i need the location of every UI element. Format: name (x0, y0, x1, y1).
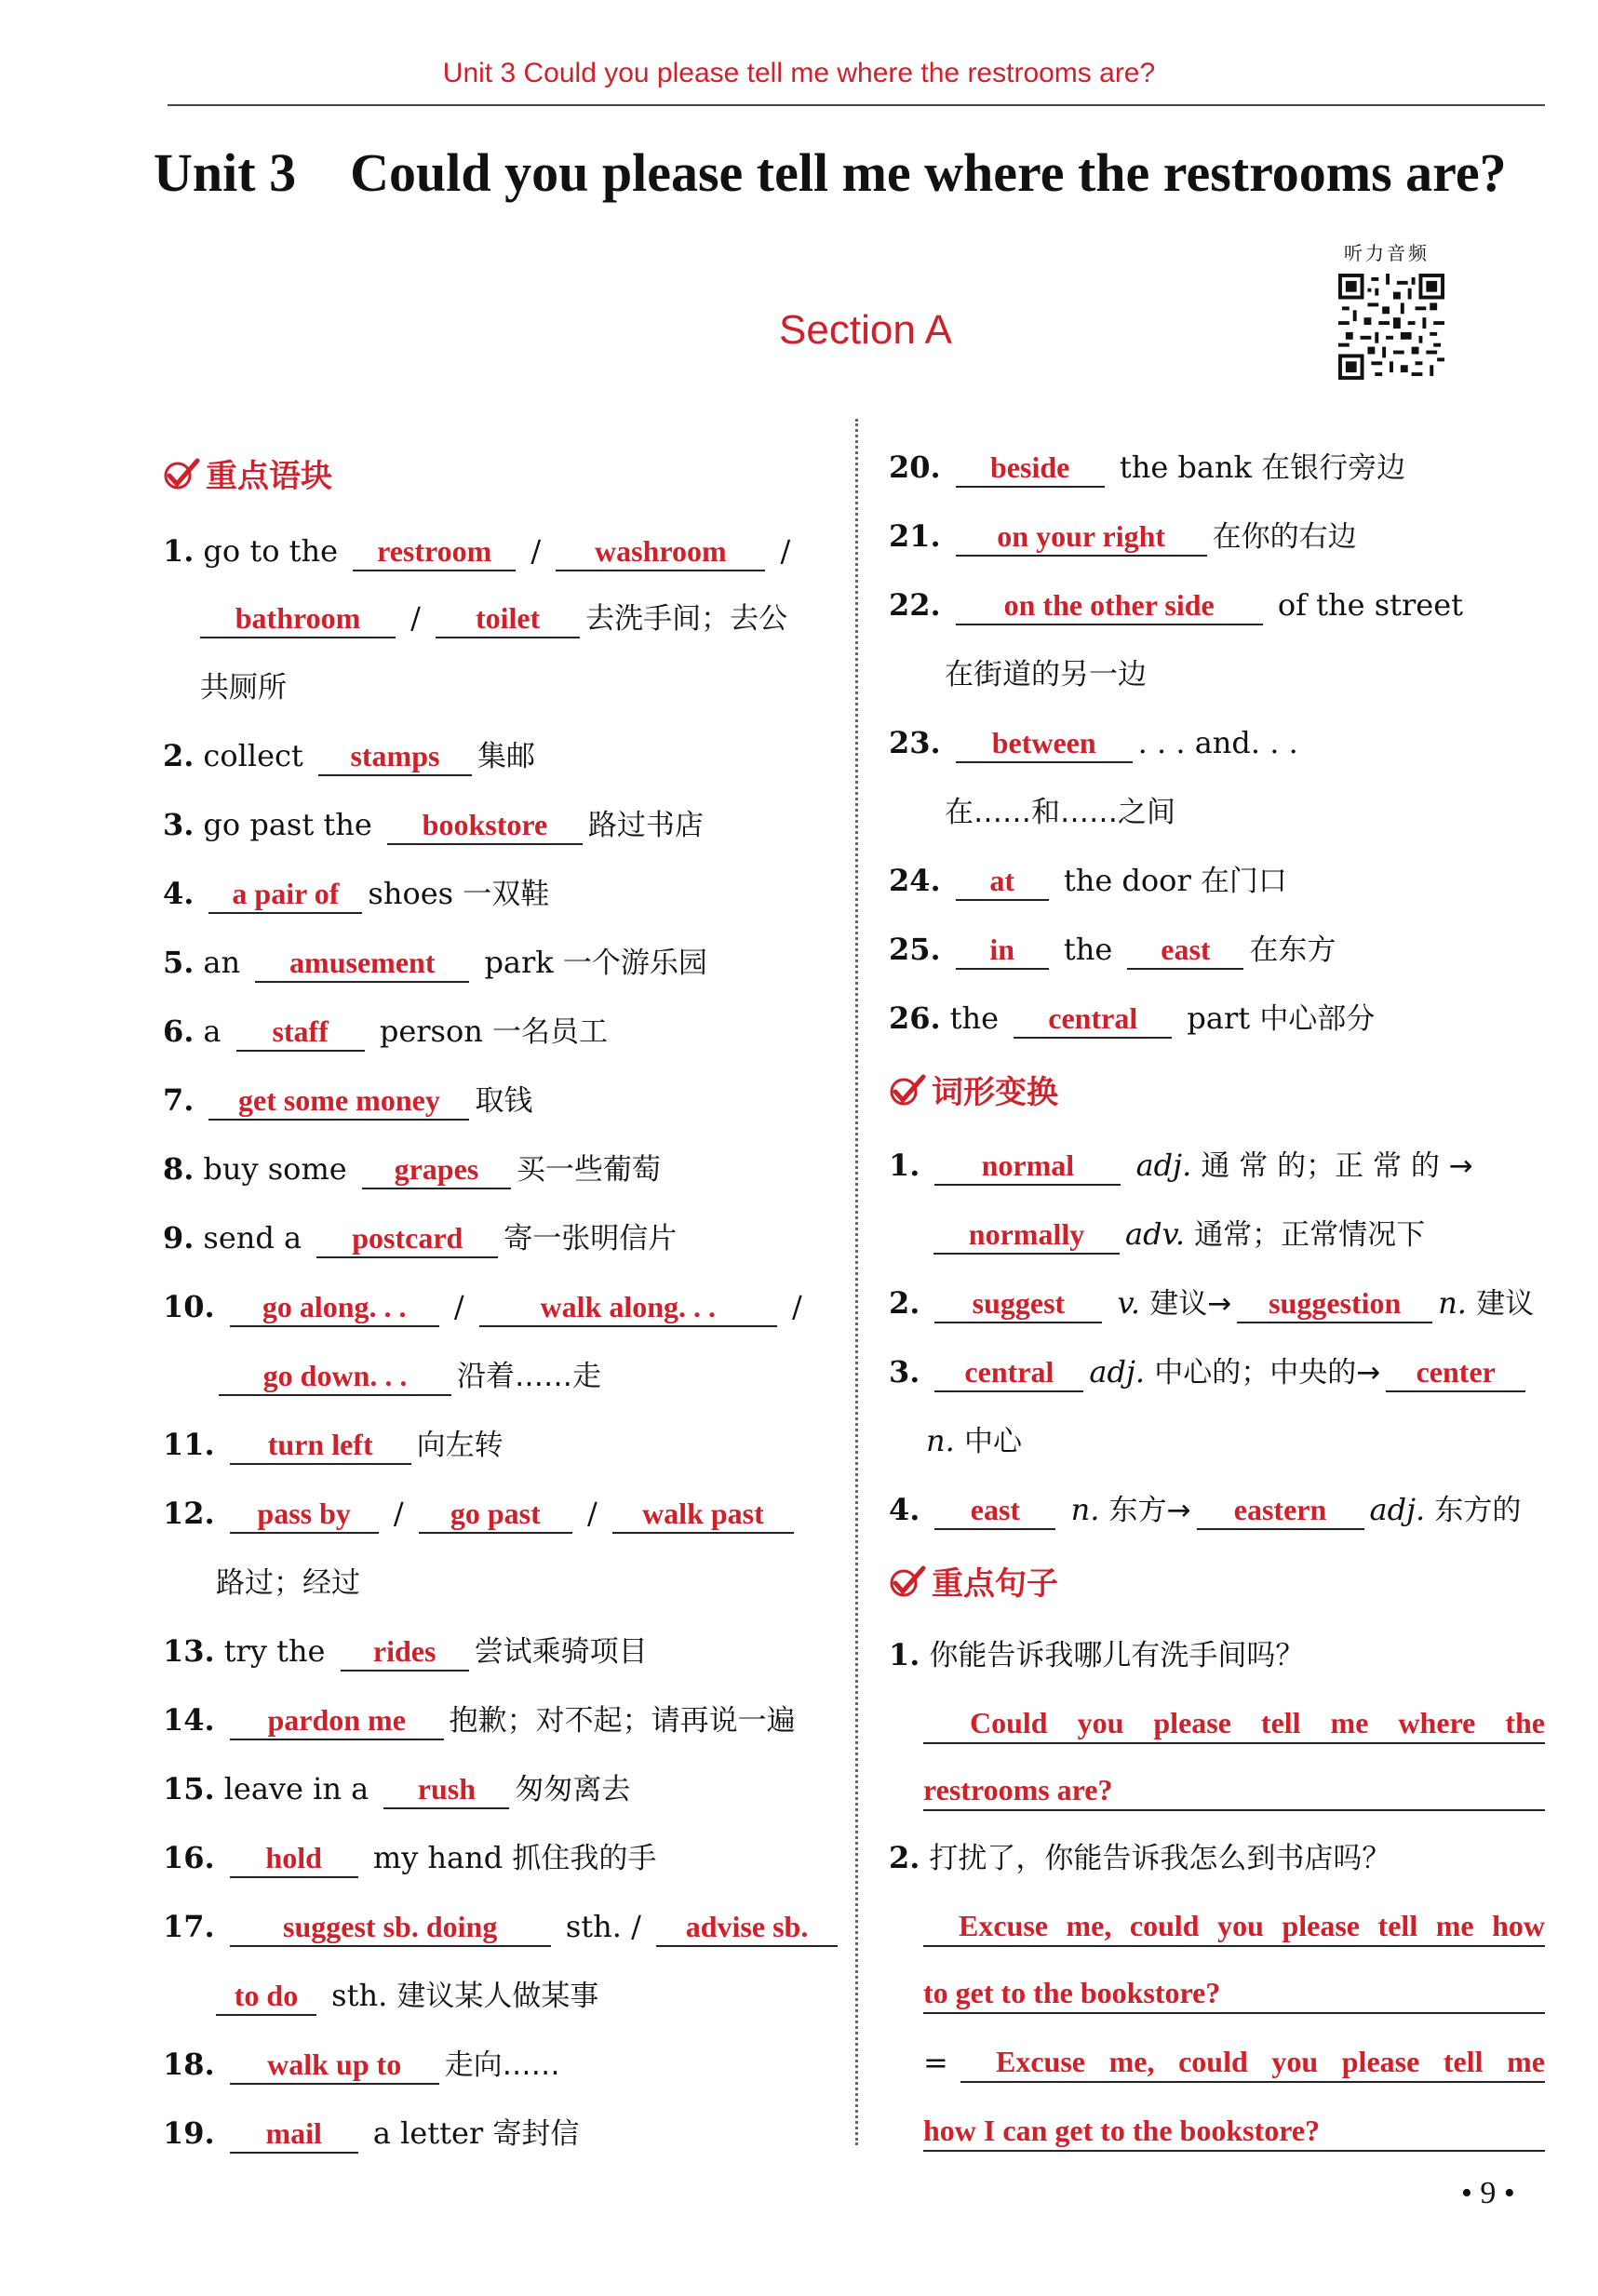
item-chinese: 匆匆离去 (515, 1773, 631, 1806)
item-chinese: 通 常 的；正 常 的 → (1201, 1149, 1473, 1183)
item-number: 23. (889, 725, 941, 760)
item-chinese: 打扰了，你能告诉我怎么到书店吗？ (929, 1842, 1391, 1875)
item-number: 5. (163, 945, 195, 980)
answer-blank[interactable]: on the other side (956, 586, 1263, 625)
item-text: the door (1063, 863, 1191, 898)
form-3 (889, 1351, 1531, 1393)
answer-blank[interactable]: east (1127, 931, 1243, 970)
item-chinese: 一个游乐园 (562, 947, 707, 980)
section-title: Section A (779, 307, 952, 353)
item-chinese: 走向…… (444, 2048, 560, 2082)
item-chinese: 尝试乘骑项目 (474, 1635, 648, 1669)
item-chinese: 抓住我的手 (512, 1842, 657, 1875)
item-number: 1. (889, 1637, 920, 1672)
item-chinese: 路过；经过 (216, 1566, 360, 1600)
item-2 (163, 735, 535, 777)
item-chinese: 在街道的另一边 (945, 658, 1147, 691)
item-number: 13. (163, 1633, 215, 1669)
item-text: my hand (372, 1840, 504, 1875)
item-13 (163, 1631, 648, 1672)
form-1 (889, 1145, 1473, 1187)
answer-blank[interactable]: rush (383, 1770, 509, 1809)
item-text: the bank (1119, 450, 1252, 485)
item-chinese: 买一些葡萄 (516, 1153, 661, 1187)
item-chinese: 一双鞋 (463, 878, 550, 911)
sentence-2-alt-cont (923, 2111, 1545, 2152)
answer-blank[interactable]: pass by (230, 1495, 379, 1534)
item-chinese: 建议某人做某事 (396, 1980, 599, 2013)
sentence-1-prompt (889, 1634, 1304, 1676)
item-7 (163, 1080, 532, 1121)
answer-blank[interactable]: rides (341, 1632, 469, 1672)
item-22-cont (945, 653, 1147, 695)
answer-blank[interactable]: east (934, 1491, 1055, 1530)
item-chinese: 寄封信 (492, 2117, 580, 2151)
item-text: go past the (203, 807, 372, 842)
item-chinese: 在你的右边 (1212, 520, 1357, 554)
item-text: . . . and. . . (1137, 725, 1298, 760)
item-number: 21. (889, 518, 941, 554)
item-chinese: 东方的 (1434, 1494, 1522, 1527)
qr-caption: 听力音频 (1344, 242, 1430, 264)
item-24 (889, 860, 1287, 902)
item-21 (889, 516, 1357, 557)
answer-blank[interactable]: between (956, 724, 1133, 763)
answer-line[interactable]: Excuse me, could you please tell me (960, 2042, 1545, 2083)
item-12-cont (216, 1562, 360, 1604)
part-of-speech: n. (926, 1423, 955, 1458)
item-text: try the (223, 1633, 326, 1669)
item-10: 10. go along. . . / walk along. . . / (163, 1286, 802, 1327)
answer-blank[interactable]: in (956, 931, 1049, 970)
answer-blank[interactable]: get some money (208, 1081, 469, 1121)
item-number: 3. (889, 1354, 920, 1390)
answer-line[interactable]: to get to the bookstore? (923, 1973, 1545, 2014)
item-3 (163, 804, 704, 846)
item-text: person (379, 1014, 483, 1049)
item-text: the (1063, 932, 1113, 967)
form-2 (889, 1282, 1534, 1324)
checkmark-icon (889, 1564, 926, 1598)
answer-blank[interactable]: central (1014, 1000, 1172, 1039)
item-26 (889, 998, 1375, 1040)
header-rule (168, 104, 1545, 106)
item-chinese: 在门口 (1200, 865, 1287, 898)
answer-blank[interactable]: normally (933, 1215, 1120, 1255)
answer-blank[interactable]: bathroom (200, 599, 396, 638)
item-number: 22. (889, 587, 941, 623)
item-22 (889, 584, 1463, 625)
answer-blank[interactable]: grapes (362, 1150, 511, 1189)
item-17 (163, 1906, 843, 1947)
answer-blank[interactable]: eastern (1197, 1491, 1364, 1530)
item-10-cont (219, 1355, 601, 1397)
item-number: 2. (163, 738, 195, 773)
answer-blank[interactable]: go along. . . (230, 1288, 439, 1327)
answer-blank[interactable]: pardon me (230, 1701, 444, 1740)
item-number: 1. (889, 1148, 920, 1183)
checkmark-icon (889, 1073, 926, 1107)
item-text: go to the (203, 533, 339, 569)
form-1-cont (933, 1214, 1425, 1255)
item-text: buy some (203, 1151, 347, 1187)
item-chinese: 建议→ (1149, 1287, 1232, 1321)
item-number: 18. (163, 2047, 215, 2082)
item-text: leave in a (223, 1771, 369, 1806)
answer-blank[interactable]: normal (934, 1147, 1121, 1186)
answer-blank[interactable]: postcard (316, 1219, 498, 1258)
item-chinese: 寄一张明信片 (504, 1222, 678, 1255)
answer-blank[interactable]: central (934, 1353, 1083, 1392)
item-1-cont: bathroom / toilet 去洗手间；去公 (200, 597, 787, 639)
item-chinese: 共厕所 (200, 671, 287, 705)
item-chinese: 中心部分 (1259, 1002, 1376, 1036)
item-number: 26. (889, 1000, 941, 1036)
item-19 (163, 2113, 579, 2155)
item-number: 20. (889, 450, 941, 485)
item-25 (889, 929, 1336, 971)
item-chinese: 东方→ (1108, 1494, 1191, 1527)
item-number: 1. (163, 533, 195, 569)
item-text: the (949, 1000, 1000, 1036)
item-text: part (1187, 1000, 1251, 1036)
item-chinese: 建议 (1476, 1287, 1535, 1321)
item-number: 3. (163, 807, 195, 842)
item-chinese: 向左转 (416, 1429, 504, 1462)
item-chinese: 中心的；中央的→ (1154, 1356, 1381, 1390)
item-chinese: 路过书店 (587, 809, 704, 842)
item-number: 2. (889, 1285, 920, 1321)
answer-blank[interactable]: at (956, 862, 1049, 901)
answer-blank[interactable]: suggest sb. doing (230, 1908, 551, 1947)
item-number: 24. (889, 863, 941, 898)
item-number: 2. (889, 1840, 920, 1875)
item-chinese: 中心 (963, 1425, 1022, 1458)
form-3-cont (926, 1420, 1022, 1462)
item-1-cont2 (200, 666, 287, 708)
item-text: sth. (331, 1978, 388, 2013)
item-number: 15. (163, 1771, 215, 1806)
heading-key-sentences (889, 1558, 1058, 1604)
checkmark-icon (163, 457, 200, 490)
answer-blank[interactable]: mail (230, 2115, 358, 2154)
answer-blank[interactable]: go down. . . (219, 1357, 451, 1396)
item-number: 9. (163, 1220, 195, 1255)
heading-word-forms (889, 1067, 1058, 1112)
answer-blank[interactable]: walk along. . . (479, 1288, 777, 1327)
heading-key-chunks (163, 450, 332, 496)
item-17-cont (216, 1975, 598, 2017)
item-chinese: 在银行旁边 (1261, 451, 1406, 485)
column-divider (855, 419, 858, 2145)
answer-blank[interactable]: washroom (556, 532, 765, 571)
running-head: Unit 3 Could you please tell me where the restrooms are? (442, 58, 1156, 88)
answer-blank[interactable]: restroom (353, 532, 516, 571)
item-text: a (203, 1014, 222, 1049)
answer-blank[interactable]: staff (236, 1013, 365, 1052)
item-text: send a (203, 1220, 302, 1255)
item-16 (163, 1837, 656, 1879)
part-of-speech: adj. (1089, 1354, 1146, 1390)
item-chinese: 一名员工 (492, 1015, 609, 1049)
item-chinese: 去洗手间；去公 (585, 602, 788, 636)
part-of-speech: n. (1438, 1285, 1467, 1321)
item-6 (163, 1011, 608, 1053)
item-number: 12. (163, 1496, 215, 1531)
answer-blank[interactable]: hold (230, 1839, 358, 1878)
item-number: 16. (163, 1840, 215, 1875)
sentence-1-answer (923, 1703, 1545, 1744)
answer-blank[interactable]: advise sb. (656, 1908, 838, 1947)
heading-label: 重点句子 (932, 1565, 1058, 1603)
answer-blank[interactable]: bookstore (387, 806, 583, 845)
item-number: 17. (163, 1909, 215, 1944)
item-chinese: 取钱 (475, 1084, 533, 1118)
form-4 (889, 1489, 1521, 1531)
item-4 (163, 873, 549, 915)
item-text: a letter (372, 2115, 484, 2151)
item-chinese: 抱歉；对不起；请再说一遍 (449, 1704, 796, 1738)
item-number: 8. (163, 1151, 195, 1187)
item-text: of the street (1277, 587, 1464, 623)
item-9 (163, 1217, 677, 1259)
answer-blank[interactable]: suggestion (1237, 1284, 1432, 1323)
item-chinese: 在……和……之间 (945, 796, 1175, 829)
page-title (154, 141, 1568, 204)
item-number: 4. (163, 876, 195, 911)
sentence-2-alt (923, 2042, 1545, 2083)
item-number: 14. (163, 1702, 215, 1738)
item-20 (889, 447, 1405, 489)
item-chinese: 通常；正常情况下 (1194, 1218, 1426, 1252)
item-number: 11. (163, 1427, 215, 1462)
unit-title-text: Could you please tell me where the restrooms are? (350, 142, 1507, 203)
answer-blank[interactable]: a pair of (208, 875, 362, 914)
item-8 (163, 1148, 661, 1190)
item-number: 7. (163, 1082, 195, 1118)
sentence-2-answer-cont (923, 1973, 1545, 2014)
page-number: • 9 • (1461, 2176, 1515, 2210)
item-chinese: 你能告诉我哪儿有洗手间吗？ (929, 1639, 1305, 1672)
item-15 (163, 1768, 630, 1810)
item-chinese: 集邮 (477, 740, 535, 773)
answer-line[interactable]: Could you please tell me where the (923, 1703, 1545, 1744)
answer-blank[interactable]: walk up to (230, 2046, 439, 2085)
answer-blank[interactable]: center (1386, 1353, 1525, 1392)
item-number: 25. (889, 932, 941, 967)
answer-blank[interactable]: stamps (318, 737, 472, 776)
item-14 (163, 1699, 796, 1741)
answer-blank[interactable]: toilet (436, 599, 580, 638)
answer-blank[interactable]: suggest (934, 1284, 1102, 1323)
answer-blank[interactable]: turn left (230, 1426, 411, 1465)
item-number: 6. (163, 1014, 195, 1049)
item-text: collect (203, 738, 303, 773)
item-text: park (484, 945, 554, 980)
answer-blank[interactable]: go past (419, 1495, 572, 1534)
answer-blank[interactable]: to do (216, 1977, 316, 2016)
item-chinese: 在东方 (1249, 933, 1336, 967)
unit-number: Unit 3 (154, 142, 297, 203)
item-number: 19. (163, 2115, 215, 2151)
item-chinese: 沿着……走 (457, 1360, 601, 1393)
item-5 (163, 942, 707, 984)
sentence-2-answer (923, 1906, 1545, 1947)
part-of-speech: adj. (1369, 1492, 1426, 1527)
answer-blank[interactable]: beside (956, 449, 1105, 488)
sentence-2-prompt (889, 1837, 1390, 1879)
item-text: an (203, 945, 241, 980)
item-18 (163, 2044, 560, 2086)
item-11 (163, 1424, 504, 1466)
answer-blank[interactable]: on your right (956, 517, 1207, 557)
heading-label: 重点语块 (206, 458, 332, 495)
answer-line[interactable]: Excuse me, could you please tell me how (923, 1906, 1545, 1947)
answer-blank[interactable]: amusement (255, 944, 469, 983)
part-of-speech: n. (1070, 1492, 1100, 1527)
heading-label: 词形变换 (932, 1074, 1058, 1111)
item-23-cont (945, 791, 1175, 833)
item-text: shoes (368, 876, 454, 911)
answer-blank[interactable]: walk past (612, 1495, 794, 1534)
part-of-speech: adj. (1135, 1148, 1192, 1183)
answer-line[interactable]: restrooms are? (923, 1770, 1545, 1811)
item-12: 12. pass by / go past / walk past (163, 1493, 799, 1534)
item-number: 4. (889, 1492, 920, 1527)
item-number: 10. (163, 1289, 215, 1324)
sentence-1-answer-cont (923, 1770, 1545, 1811)
part-of-speech: v. (1117, 1285, 1141, 1321)
answer-line[interactable]: how I can get to the bookstore? (923, 2111, 1545, 2152)
item-23 (889, 722, 1298, 763)
item-1: 1. go to the restroom / washroom / (163, 530, 790, 571)
equals-sign: = (923, 2045, 948, 2080)
item-text: sth. / (565, 1909, 641, 1944)
part-of-speech: adv. (1125, 1216, 1186, 1252)
